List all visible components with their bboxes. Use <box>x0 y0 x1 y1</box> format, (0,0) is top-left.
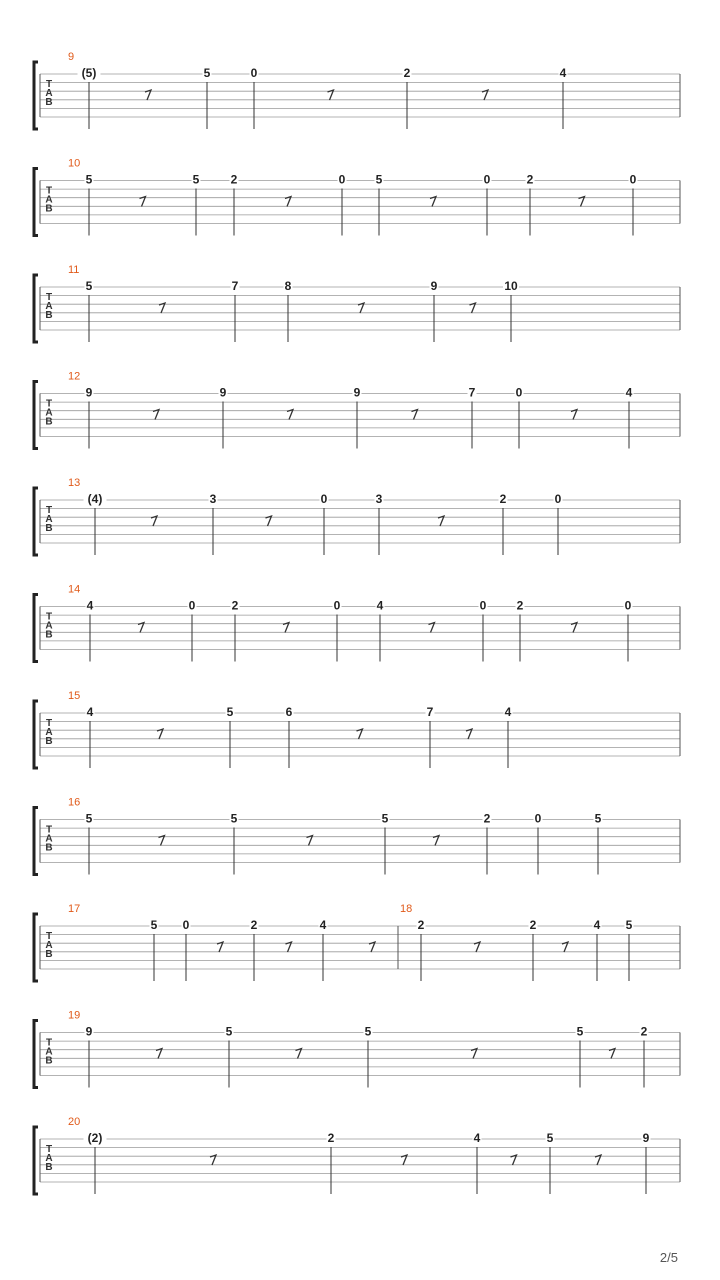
tab-clef-letter: A <box>45 727 53 738</box>
rest-glyph <box>609 1049 615 1059</box>
rest-glyph <box>433 836 439 846</box>
fret-number: 2 <box>526 172 534 187</box>
measure-number: 15 <box>68 690 81 702</box>
fret-number: 0 <box>250 66 258 80</box>
tab-clef-letter: T <box>45 931 53 942</box>
tab-system <box>34 264 680 342</box>
tab-system <box>34 690 680 768</box>
rest-glyph <box>151 516 157 526</box>
tab-clef-letter: A <box>45 620 53 632</box>
tab-clef-letter: T <box>45 398 53 410</box>
fret-number: 5 <box>546 1131 554 1145</box>
tab-clef-letter: B <box>45 629 53 641</box>
fret-number: 4 <box>86 598 94 613</box>
tab-clef-letter: T <box>45 185 53 197</box>
fret-number: 4 <box>473 1131 481 1145</box>
fret-number: 9 <box>430 279 438 293</box>
tab-system <box>34 477 680 555</box>
tab-clef-letter: B <box>45 1055 53 1067</box>
rest-glyph <box>145 90 151 100</box>
rest-glyph <box>511 1155 517 1165</box>
rest-glyph <box>328 90 334 100</box>
fret-number: 2 <box>250 918 258 932</box>
rest-glyph <box>429 623 435 633</box>
rest-glyph <box>210 1155 216 1165</box>
tab-clef-letter: T <box>45 292 53 303</box>
tab-clef-letter: B <box>45 416 53 428</box>
tab-clef-letter: A <box>45 940 53 951</box>
fret-number: 5 <box>625 918 633 932</box>
rest-glyph <box>157 729 163 739</box>
fret-number: 5 <box>192 172 200 187</box>
fret-number: 5 <box>576 1024 584 1039</box>
tab-clef-letter: B <box>45 949 53 960</box>
fret-number: 2 <box>231 598 239 613</box>
fret-number: 0 <box>182 918 190 932</box>
tab-clef-letter: A <box>45 1046 53 1058</box>
fret-number: 0 <box>554 492 562 506</box>
fret-number: (5) <box>81 66 97 80</box>
fret-number: 5 <box>364 1024 372 1039</box>
fret-number: 4 <box>376 598 384 613</box>
tab-clef-letter: B <box>45 310 53 321</box>
fret-number: 5 <box>150 918 158 932</box>
rest-glyph <box>571 623 577 633</box>
tab-clef-letter: B <box>45 842 53 854</box>
fret-number: 0 <box>483 172 491 187</box>
tab-system <box>34 51 680 129</box>
fret-number: 5 <box>230 811 238 826</box>
rest-glyph <box>562 942 568 952</box>
tab-clef-letter: B <box>45 97 53 108</box>
system-bracket <box>34 169 38 236</box>
fret-number: 4 <box>319 918 327 932</box>
rest-glyph <box>474 942 480 952</box>
rest-glyph <box>358 303 364 313</box>
rest-glyph <box>287 410 293 420</box>
measure-number: 17 <box>68 903 81 915</box>
fret-number: 5 <box>225 1024 233 1039</box>
tab-clef-letter: B <box>45 736 53 747</box>
fret-number: 9 <box>353 385 361 400</box>
rest-glyph <box>217 942 223 952</box>
tab-system <box>34 371 680 449</box>
tab-clef-letter: B <box>45 1162 53 1173</box>
rest-glyph <box>571 410 577 420</box>
fret-number: 2 <box>230 172 238 187</box>
system-bracket <box>34 595 38 662</box>
fret-number: 7 <box>426 705 434 719</box>
rest-glyph <box>159 303 165 313</box>
system-bracket <box>34 1127 38 1194</box>
tab-clef-letter: T <box>45 1144 53 1155</box>
measure-number: 19 <box>68 1009 81 1022</box>
fret-number: (4) <box>87 492 103 506</box>
tab-system <box>34 903 680 981</box>
measure-number: 13 <box>68 477 81 489</box>
tab-clef-letter: A <box>45 1153 53 1164</box>
system-bracket <box>34 701 38 768</box>
rest-glyph <box>307 836 313 846</box>
fret-number: 5 <box>85 172 93 187</box>
fret-number: 0 <box>338 172 346 187</box>
fret-number: 4 <box>559 66 567 80</box>
tab-system <box>34 1116 680 1194</box>
fret-number: 2 <box>529 918 537 932</box>
measure-number: 16 <box>68 796 81 809</box>
rest-glyph <box>140 197 146 207</box>
fret-number: 0 <box>515 385 523 400</box>
rest-glyph <box>266 516 272 526</box>
rest-glyph <box>482 90 488 100</box>
fret-number: 6 <box>285 705 293 719</box>
fret-number: 4 <box>593 918 601 932</box>
fret-number: 0 <box>320 492 328 506</box>
fret-number: 9 <box>219 385 227 400</box>
fret-number: 0 <box>333 598 341 613</box>
system-bracket <box>34 62 38 129</box>
fret-number: 9 <box>85 385 93 400</box>
system-bracket <box>34 275 38 342</box>
measure-number: 11 <box>68 264 80 276</box>
fret-number: 4 <box>504 705 512 719</box>
tab-clef-letter: T <box>45 611 53 623</box>
rest-glyph <box>285 197 291 207</box>
system-bracket <box>34 382 38 449</box>
fret-number: 0 <box>188 598 196 613</box>
rest-glyph <box>156 1049 162 1059</box>
system-bracket <box>34 488 38 555</box>
fret-number: 4 <box>86 705 94 719</box>
fret-number: 5 <box>226 705 234 719</box>
fret-number: 7 <box>468 385 476 400</box>
rest-glyph <box>470 303 476 313</box>
fret-number: 0 <box>534 811 542 826</box>
rest-glyph <box>369 942 375 952</box>
rest-glyph <box>430 197 436 207</box>
fret-number: 2 <box>499 492 507 506</box>
fret-number: 9 <box>85 1024 93 1039</box>
tab-system <box>34 158 680 236</box>
measure-number: 10 <box>68 157 81 170</box>
tab-clef-letter: A <box>45 514 53 525</box>
fret-number: 0 <box>479 598 487 613</box>
tab-system <box>34 797 680 875</box>
rest-glyph <box>153 410 159 420</box>
rest-glyph <box>471 1049 477 1059</box>
rest-glyph <box>595 1155 601 1165</box>
measure-number: 14 <box>68 583 81 596</box>
rest-glyph <box>138 623 144 633</box>
fret-number: 8 <box>284 279 292 293</box>
fret-number: 0 <box>624 598 632 613</box>
tab-clef-letter: A <box>45 833 53 845</box>
fret-number: 10 <box>504 279 518 293</box>
fret-number: 0 <box>629 172 637 187</box>
fret-number: 5 <box>594 811 602 826</box>
fret-number: 3 <box>209 492 217 506</box>
tab-clef-letter: A <box>45 407 53 419</box>
tab-clef-letter: T <box>45 505 53 516</box>
rest-glyph <box>401 1155 407 1165</box>
fret-number: 2 <box>640 1024 648 1039</box>
fret-number: 5 <box>381 811 389 826</box>
system-bracket <box>34 914 38 981</box>
rest-glyph <box>159 836 165 846</box>
tab-clef-letter: B <box>45 203 53 215</box>
fret-number: 2 <box>417 918 425 932</box>
tab-clef-letter: A <box>45 301 53 312</box>
tab-clef-letter: T <box>45 79 53 90</box>
fret-number: 9 <box>642 1131 650 1145</box>
page-number: 2/5 <box>659 1250 678 1265</box>
rest-glyph <box>286 942 292 952</box>
tab-clef-letter: T <box>45 824 53 836</box>
tab-clef-letter: B <box>45 523 53 534</box>
rest-glyph <box>283 623 289 633</box>
tab-clef-letter: T <box>45 1037 53 1049</box>
tab-clef-letter: A <box>45 88 53 99</box>
rest-glyph <box>579 197 585 207</box>
measure-number: 20 <box>68 1116 81 1128</box>
tab-system <box>34 1010 680 1088</box>
rest-glyph <box>412 410 418 420</box>
tab-system <box>34 584 680 662</box>
fret-number: 7 <box>231 279 239 293</box>
rest-glyph <box>357 729 363 739</box>
fret-number: 2 <box>327 1131 335 1145</box>
measure-number: 9 <box>68 51 75 63</box>
system-bracket <box>34 1021 38 1088</box>
rest-glyph <box>438 516 444 526</box>
system-bracket <box>34 808 38 875</box>
fret-number: (2) <box>87 1131 103 1145</box>
fret-number: 5 <box>85 279 93 293</box>
tab-clef-letter: T <box>45 718 53 729</box>
fret-number: 5 <box>85 811 93 826</box>
fret-number: 2 <box>483 811 491 826</box>
measure-number: 18 <box>400 903 413 915</box>
tab-clef-letter: A <box>45 194 53 206</box>
fret-number: 2 <box>403 66 411 80</box>
rest-glyph <box>296 1049 302 1059</box>
measure-number: 12 <box>68 370 81 383</box>
fret-number: 4 <box>625 385 633 400</box>
rest-glyph <box>466 729 472 739</box>
fret-number: 3 <box>375 492 383 506</box>
fret-number: 5 <box>375 172 383 187</box>
fret-number: 5 <box>203 66 211 80</box>
fret-number: 2 <box>516 598 524 613</box>
